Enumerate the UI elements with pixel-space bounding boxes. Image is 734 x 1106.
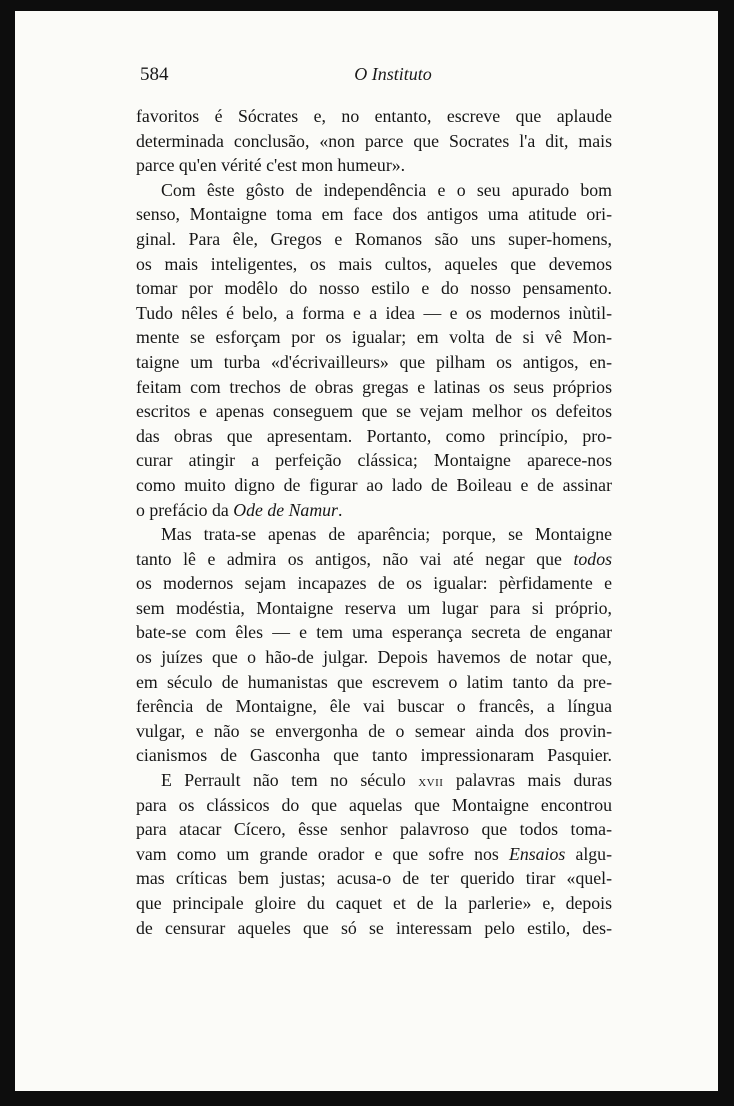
text-line: das obras que apresentam. Portanto, como princípio, pro- bbox=[136, 425, 612, 446]
text-line: curar atingir a perfeição clássica; Montaigne aparece-nos bbox=[136, 450, 612, 471]
text-line: favoritos é Sócrates e, no entanto, escreve que aplaude bbox=[136, 106, 612, 126]
text-line: tanto lê e admira os antigos, não vai até negar que todos bbox=[136, 548, 613, 569]
text-line: E Perrault não tem no século xvii palavras mais duras bbox=[161, 770, 612, 791]
text-line: para atacar Cícero, êsse senhor palavroso que todos toma- bbox=[136, 819, 612, 840]
text-line: sem modéstia, Montaigne reserva um lugar para si próprio, bbox=[136, 597, 612, 618]
text-line: os modernos sejam incapazes de os igualar: pèrfidamente e bbox=[136, 573, 612, 594]
text-line: Tudo nêles é belo, a forma e a idea — e os modernos inùtil- bbox=[136, 302, 612, 323]
text-line: para os clássicos do que aquelas que Montaigne encontrou bbox=[136, 794, 612, 815]
text-line: os juízes que o hão-de julgar. Depois havemos de notar que, bbox=[136, 647, 612, 668]
text-line: de censurar aqueles que só se interessam pelo estilo, des- bbox=[136, 917, 612, 938]
text-line: mas críticas bem justas; acusa-o de ter querido tirar «quel- bbox=[136, 868, 612, 889]
text-line: parce qu'en vérité c'est mon humeur». bbox=[136, 155, 406, 176]
century-numeral: xvii bbox=[418, 774, 444, 791]
text-line: senso, Montaigne toma em face dos antigos uma atitude ori- bbox=[136, 204, 612, 225]
text-line: vam como um grande orador e que sofre nos Ensaios algu- bbox=[136, 843, 612, 864]
text-line: vulgar, e não se envergonha de o semear ainda dos provin- bbox=[136, 720, 612, 741]
text-line: Com êste gôsto de independência e o seu apurado bom bbox=[161, 179, 612, 200]
text-line: escritos e apenas conseguem que se vejam melhor os defeitos bbox=[136, 401, 612, 422]
italic-title: Ensaios bbox=[508, 843, 566, 864]
text-line: taigne um turba «d'écrivailleurs» que pilham os antigos, en- bbox=[136, 351, 612, 372]
text-line: o prefácio da Ode de Namur. bbox=[136, 499, 343, 520]
text-line: que principale gloire du caquet et de la parlerie» e, depois bbox=[136, 893, 612, 913]
text-line: feitam com trechos de obras gregas e latinas os seus próprios bbox=[136, 376, 612, 397]
italic-word: todos bbox=[573, 548, 613, 569]
page-header bbox=[140, 64, 610, 90]
text-line: cianismos de Gasconha que tanto impressionaram Pasquier. bbox=[136, 745, 612, 766]
text-line: os mais inteligentes, os mais cultos, aqueles que devemos bbox=[136, 253, 612, 274]
text-line: bate-se com êles — e tem uma esperança secreta de enganar bbox=[136, 622, 612, 643]
text-line: determinada conclusão, «non parce que Socrates l'a dit, mais bbox=[136, 130, 612, 151]
body-text bbox=[136, 104, 612, 940]
text-line: Mas trata-se apenas de aparência; porque, se Montaigne bbox=[161, 524, 612, 545]
text-line: em século de humanistas que escrevem o latim tanto da pre- bbox=[136, 671, 612, 692]
book-page bbox=[15, 11, 718, 1091]
text-line: ginal. Para êle, Gregos e Romanos são uns super-homens, bbox=[136, 228, 612, 249]
page-number: 584 bbox=[140, 64, 169, 85]
running-title: O Instituto bbox=[354, 64, 432, 84]
text-line: tomar por modêlo do nosso estilo e do nosso pensamento. bbox=[136, 278, 612, 299]
text-line: mente se esforçam por os igualar; em volta de si vê Mon- bbox=[136, 327, 612, 348]
italic-title: Ode de Namur bbox=[233, 499, 338, 520]
text-line: como muito digno de figurar ao lado de Boileau e de assinar bbox=[136, 474, 612, 495]
text-line: ferência de Montaigne, êle vai buscar o francês, a língua bbox=[136, 696, 612, 717]
